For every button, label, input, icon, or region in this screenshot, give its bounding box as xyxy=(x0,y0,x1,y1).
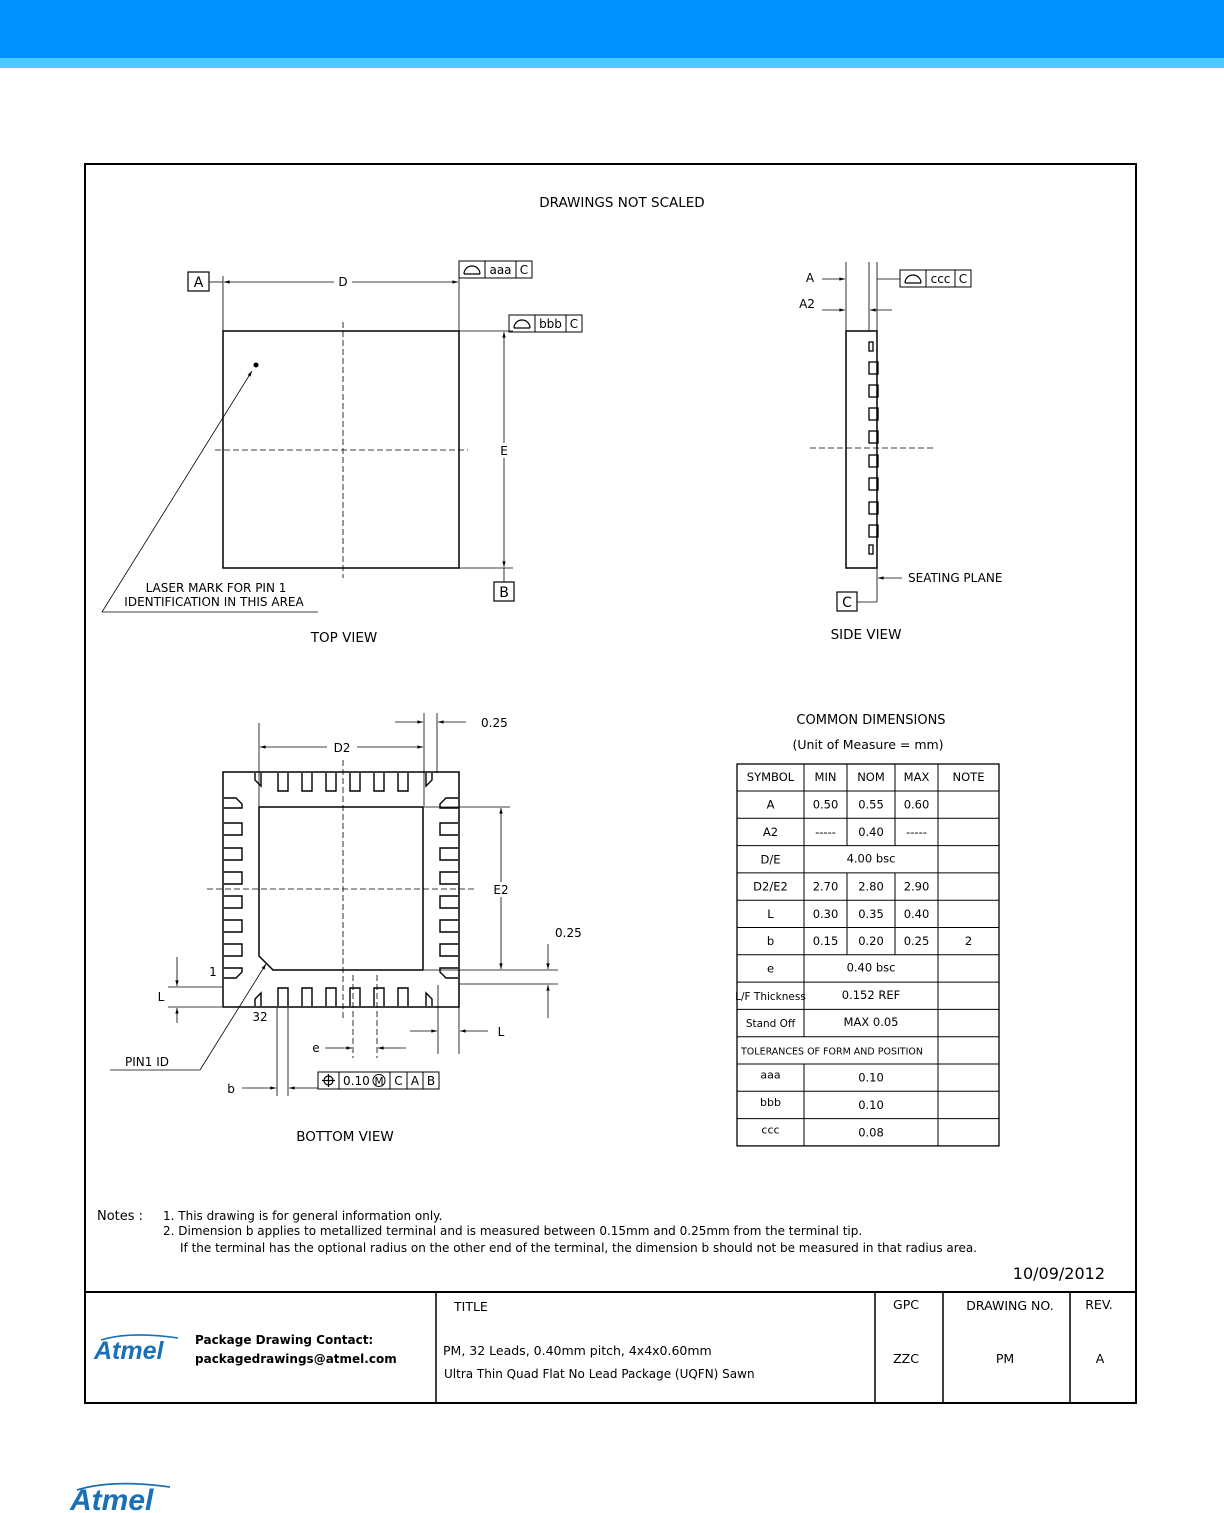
datum-a-label: A xyxy=(193,275,204,291)
side-view-caption: SIDE VIEW xyxy=(830,627,902,643)
table-cell-max: 0.60 xyxy=(903,797,930,812)
table-cell-max: ----- xyxy=(906,824,927,839)
gpc-label: GPC xyxy=(893,1297,919,1312)
dim-a2-label: A2 xyxy=(799,297,815,311)
pad-bottom xyxy=(278,988,288,1006)
dimensions-table xyxy=(735,713,999,1146)
svg-text:C: C xyxy=(569,317,579,331)
dim-l-left-label: L xyxy=(157,990,165,1004)
table-cell-nom: 0.40 xyxy=(858,824,884,839)
title-line-1: PM, 32 Leads, 0.40mm pitch, 4x4x0.60mm xyxy=(443,1343,712,1358)
pin1-laser-mark xyxy=(254,363,259,368)
pad-bottom xyxy=(426,993,432,1006)
pad-left xyxy=(224,968,242,978)
note-2: 2. Dimension b applies to metallized terminal and is measured between 0.15mm and 0.25mm from the terminal tip. xyxy=(163,1224,863,1238)
dim-e2-label: E2 xyxy=(493,883,509,897)
rev-label: REV. xyxy=(1085,1297,1113,1312)
table-cell-nom: 0.35 xyxy=(858,906,884,921)
dim-d2-label: D2 xyxy=(333,741,351,755)
gpc-value: ZZC xyxy=(893,1351,919,1366)
table-cell-symbol: e xyxy=(766,961,775,976)
pad-left xyxy=(224,798,242,808)
dim-d-label: D xyxy=(338,275,348,289)
svg-text:C: C xyxy=(958,272,968,286)
table-cell-symbol: A2 xyxy=(762,824,779,839)
table-cell-min: 0.15 xyxy=(812,934,839,949)
table-cell-symbol: D2/E2 xyxy=(753,879,788,894)
table-header-col-symbol: SYMBOL xyxy=(746,770,795,784)
pad-right xyxy=(440,920,458,932)
table-cell-nom: 0.20 xyxy=(858,934,884,949)
pad-left xyxy=(224,872,242,884)
pad-top xyxy=(278,773,288,791)
svg-text:Atmel: Atmel xyxy=(70,1484,154,1513)
pad-top xyxy=(302,773,312,791)
table-cell-min: ----- xyxy=(815,824,836,839)
table-cell-span: 0.40 bsc xyxy=(846,960,896,975)
laser-note-line2: IDENTIFICATION IN THIS AREA xyxy=(124,595,304,609)
bottom-view xyxy=(110,713,582,1145)
pad-top xyxy=(255,773,261,786)
dim-b-label: b xyxy=(227,1082,235,1096)
dim-e-pitch-label: e xyxy=(312,1041,320,1055)
table-cell-nom: 2.80 xyxy=(858,879,884,894)
table-header-col-nom: NOM xyxy=(857,770,885,784)
position-symbol-icon xyxy=(322,1074,335,1087)
svg-text:ccc: ccc xyxy=(930,272,951,286)
drawing-no-value: PM xyxy=(995,1351,1015,1366)
table-header-col-note: NOTE xyxy=(952,770,985,784)
pad-top xyxy=(398,773,408,791)
dim-025-top-label: 0.25 xyxy=(481,716,508,730)
table-cell-max: 0.40 xyxy=(903,906,930,921)
fcf-bbb xyxy=(509,315,582,332)
table-cell-symbol: A xyxy=(766,797,775,812)
pad-right xyxy=(440,968,458,978)
table-cell-symbol: aaa xyxy=(760,1068,781,1082)
table-cell-symbol: b xyxy=(766,934,775,949)
table-cell-span: 0.10 xyxy=(858,1097,884,1112)
contact-label: Package Drawing Contact: xyxy=(195,1333,374,1347)
pad-left xyxy=(224,848,242,860)
pin-32-label: 32 xyxy=(252,1010,268,1024)
profile-symbol-icon xyxy=(464,266,480,274)
pad-right xyxy=(440,848,458,860)
drawing-date: 10/09/2012 xyxy=(1012,1264,1105,1283)
pad-right xyxy=(440,896,458,908)
table-cell-symbol: L/F Thickness xyxy=(735,990,806,1003)
dim-table-grid xyxy=(735,764,999,1146)
top-view-caption: TOP VIEW xyxy=(310,630,378,646)
laser-leader xyxy=(102,371,252,612)
table-cell-span: 0.10 xyxy=(858,1070,884,1085)
pin-1-label: 1 xyxy=(209,965,217,979)
table-cell-symbol: D/E xyxy=(760,852,781,867)
table-cell-min: 2.70 xyxy=(812,879,839,894)
dim-l-right-label: L xyxy=(497,1025,505,1039)
pad-bottom xyxy=(398,988,408,1006)
svg-text:A: A xyxy=(410,1074,420,1088)
pad-top xyxy=(350,773,360,791)
table-tolerance-header: TOLERANCES OF FORM AND POSITION xyxy=(741,1046,923,1058)
pad-bottom xyxy=(255,993,261,1006)
side-view xyxy=(799,262,1002,643)
rev-value: A xyxy=(1095,1351,1105,1366)
table-header-col-max: MAX xyxy=(903,770,930,784)
pad-bottom xyxy=(350,988,360,1006)
seating-plane-label: SEATING PLANE xyxy=(908,571,1003,585)
table-cell-symbol: bbb xyxy=(760,1095,781,1109)
contact-email: packagedrawings@atmel.com xyxy=(195,1352,397,1366)
svg-text:M: M xyxy=(374,1076,384,1088)
pad-right xyxy=(440,798,458,808)
top-view-body xyxy=(223,331,459,568)
profile-symbol-icon xyxy=(905,275,921,283)
table-cell-max: 0.25 xyxy=(903,934,930,949)
table-cell-min: 0.50 xyxy=(812,797,839,812)
pad-right xyxy=(440,872,458,884)
pin1-id-label: PIN1 ID xyxy=(125,1055,169,1069)
svg-text:0.10: 0.10 xyxy=(343,1074,370,1088)
pad-bottom xyxy=(302,988,312,1006)
dim-025-right-label: 0.25 xyxy=(555,926,582,940)
drawing-no-label: DRAWING NO. xyxy=(966,1298,1054,1313)
note-1: 1. This drawing is for general information only. xyxy=(163,1209,443,1223)
pad-top xyxy=(326,773,336,791)
table-subtitle: (Unit of Measure = mm) xyxy=(792,737,944,752)
atmel-logo xyxy=(93,1335,178,1365)
footer-logo xyxy=(69,1484,170,1513)
svg-text:C: C xyxy=(519,263,529,277)
table-header-col-min: MIN xyxy=(814,770,837,784)
table-cell-symbol: ccc xyxy=(761,1123,780,1137)
not-scaled-note: DRAWINGS NOT SCALED xyxy=(539,195,705,211)
table-cell-span: MAX 0.05 xyxy=(843,1015,899,1030)
notes xyxy=(97,1209,977,1255)
datum-b-label: B xyxy=(499,585,509,601)
pad-left xyxy=(224,823,242,835)
pad-left xyxy=(224,944,242,956)
side-view-body xyxy=(846,331,877,568)
datum-c-label: C xyxy=(842,595,852,611)
svg-text:aaa: aaa xyxy=(489,263,512,277)
pad-left xyxy=(224,896,242,908)
pad-bottom xyxy=(374,988,384,1006)
profile-symbol-icon xyxy=(514,320,530,328)
table-cell-span: 0.152 REF xyxy=(841,987,901,1002)
pad-right xyxy=(440,944,458,956)
pad-right xyxy=(440,823,458,835)
table-cell-span: 4.00 bsc xyxy=(846,851,896,866)
svg-text:C: C xyxy=(394,1074,403,1088)
pad-top xyxy=(374,773,384,791)
top-view xyxy=(102,261,582,646)
table-cell-symbol: L xyxy=(767,906,774,921)
dim-e-label: E xyxy=(500,444,508,458)
table-cell-max: 2.90 xyxy=(903,879,930,894)
table-cell-nom: 0.55 xyxy=(858,797,884,812)
table-cell-symbol: Stand Off xyxy=(745,1018,796,1031)
notes-label: Notes : xyxy=(97,1209,144,1224)
fcf-ccc xyxy=(900,270,971,287)
pad-bottom xyxy=(326,988,336,1006)
note-2-continued: If the terminal has the optional radius on the other end of the terminal, the dimension b should not be measured in that radius area. xyxy=(180,1241,977,1255)
table-title: COMMON DIMENSIONS xyxy=(796,713,946,728)
fcf-aaa xyxy=(459,261,532,278)
title-block xyxy=(85,1292,1137,1404)
side-lead xyxy=(869,342,873,351)
table-cell-note: 2 xyxy=(964,934,973,949)
dim-a-label: A xyxy=(805,271,815,285)
side-lead xyxy=(869,545,873,554)
title-line-2: Ultra Thin Quad Flat No Lead Package (UQFN) Sawn xyxy=(444,1367,755,1381)
table-cell-min: 0.30 xyxy=(812,906,839,921)
svg-text:B: B xyxy=(426,1074,436,1088)
pad-left xyxy=(224,920,242,932)
svg-text:bbb: bbb xyxy=(539,317,562,331)
pad-top xyxy=(426,773,432,786)
svg-text:Atmel: Atmel xyxy=(94,1337,164,1365)
fcf-position xyxy=(318,1072,439,1089)
laser-note-line1: LASER MARK FOR PIN 1 xyxy=(145,581,287,595)
table-cell-span: 0.08 xyxy=(858,1125,884,1140)
bottom-view-caption: BOTTOM VIEW xyxy=(296,1129,394,1145)
title-label: TITLE xyxy=(454,1299,488,1314)
exposed-pad xyxy=(259,807,423,970)
